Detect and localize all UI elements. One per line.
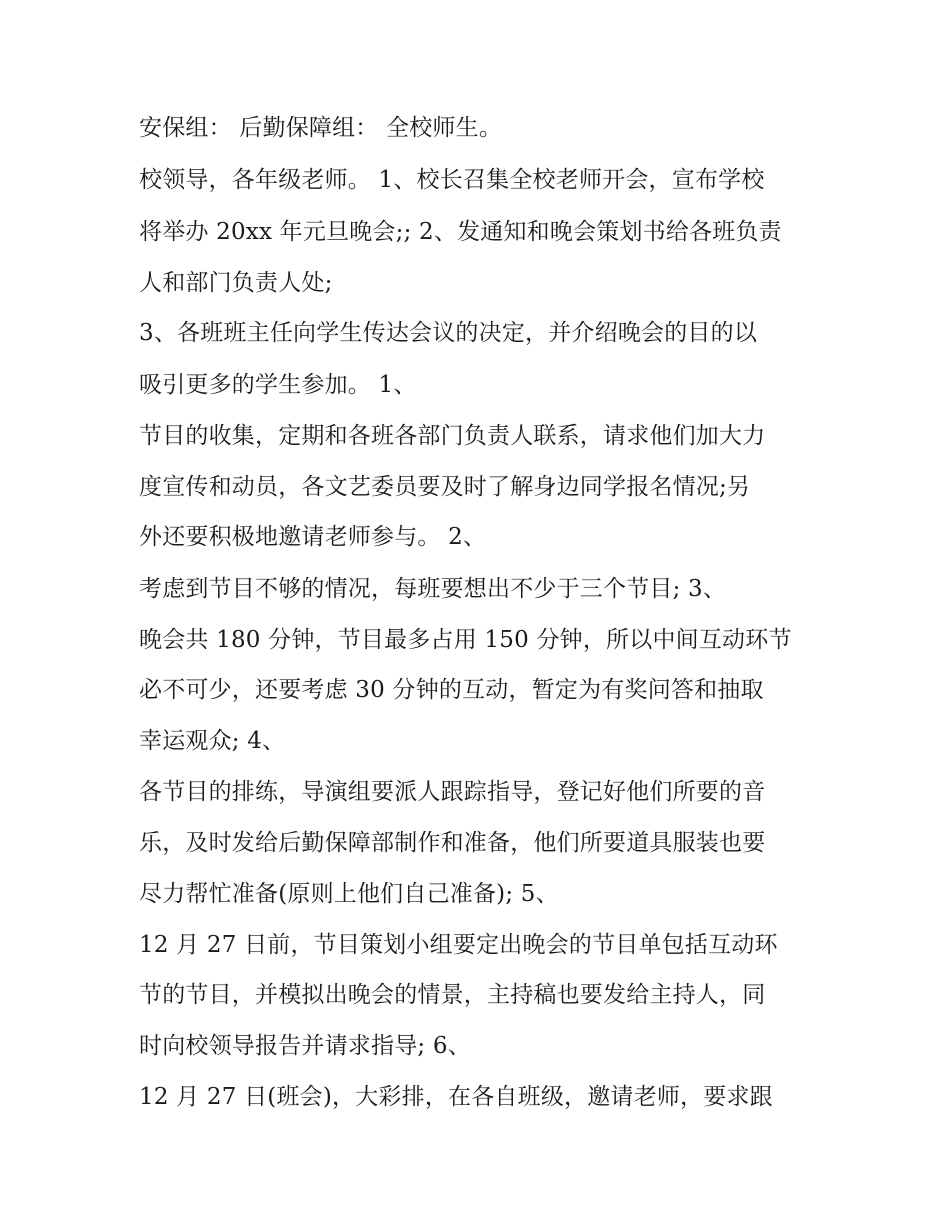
text-line: 12 月 27 日(班会)，大彩排，在各自班级，邀请老师，要求跟 <box>139 1084 773 1110</box>
text-line: 乐，及时发给后勤保障部制作和准备，他们所要道具服装也要 <box>139 830 766 856</box>
text-line: 校领导，各年级老师。 1、校长召集全校老师开会，宣布学校 <box>139 167 765 193</box>
text-line: 安保组： 后勤保障组： 全校师生。 <box>139 115 503 141</box>
text-line: 度宣传和动员，各文艺委员要及时了解身边同学报名情况;另 <box>139 474 751 500</box>
text-line: 时向校领导报告并请求指导; 6、 <box>139 1033 471 1059</box>
text-line: 节目的收集，定期和各班各部门负责人联系，请求他们加大力 <box>139 423 766 449</box>
text-line: 各节目的排练，导演组要派人跟踪指导，登记好他们所要的音 <box>139 779 766 805</box>
text-line: 晚会共 180 分钟，节目最多占用 150 分钟，所以中间互动环节 <box>139 627 792 653</box>
text-line: 必不可少，还要考虑 30 分钟的互动，暂定为有奖问答和抽取 <box>139 677 764 703</box>
text-line: 3、各班班主任向学生传达会议的决定，并介绍晚会的目的以 <box>139 320 758 346</box>
text-line: 幸运观众; 4、 <box>139 728 286 754</box>
text-line: 尽力帮忙准备(原则上他们自己准备); 5、 <box>139 881 559 907</box>
text-line: 12 月 27 日前，节目策划小组要定出晚会的节目单包括互动环 <box>139 932 778 958</box>
text-line: 人和部门负责人处; <box>139 270 333 296</box>
text-line: 考虑到节目不够的情况，每班要想出不少于三个节目; 3、 <box>139 576 727 602</box>
text-line: 外还要积极地邀请老师参与。 2、 <box>139 524 487 550</box>
text-line: 将举办 20xx 年元旦晚会;; 2、发通知和晚会策划书给各班负责 <box>139 219 782 245</box>
text-line: 节的节目，并模拟出晚会的情景，主持稿也要发给主持人，同 <box>139 982 766 1008</box>
text-line: 吸引更多的学生参加。 1、 <box>139 372 417 398</box>
